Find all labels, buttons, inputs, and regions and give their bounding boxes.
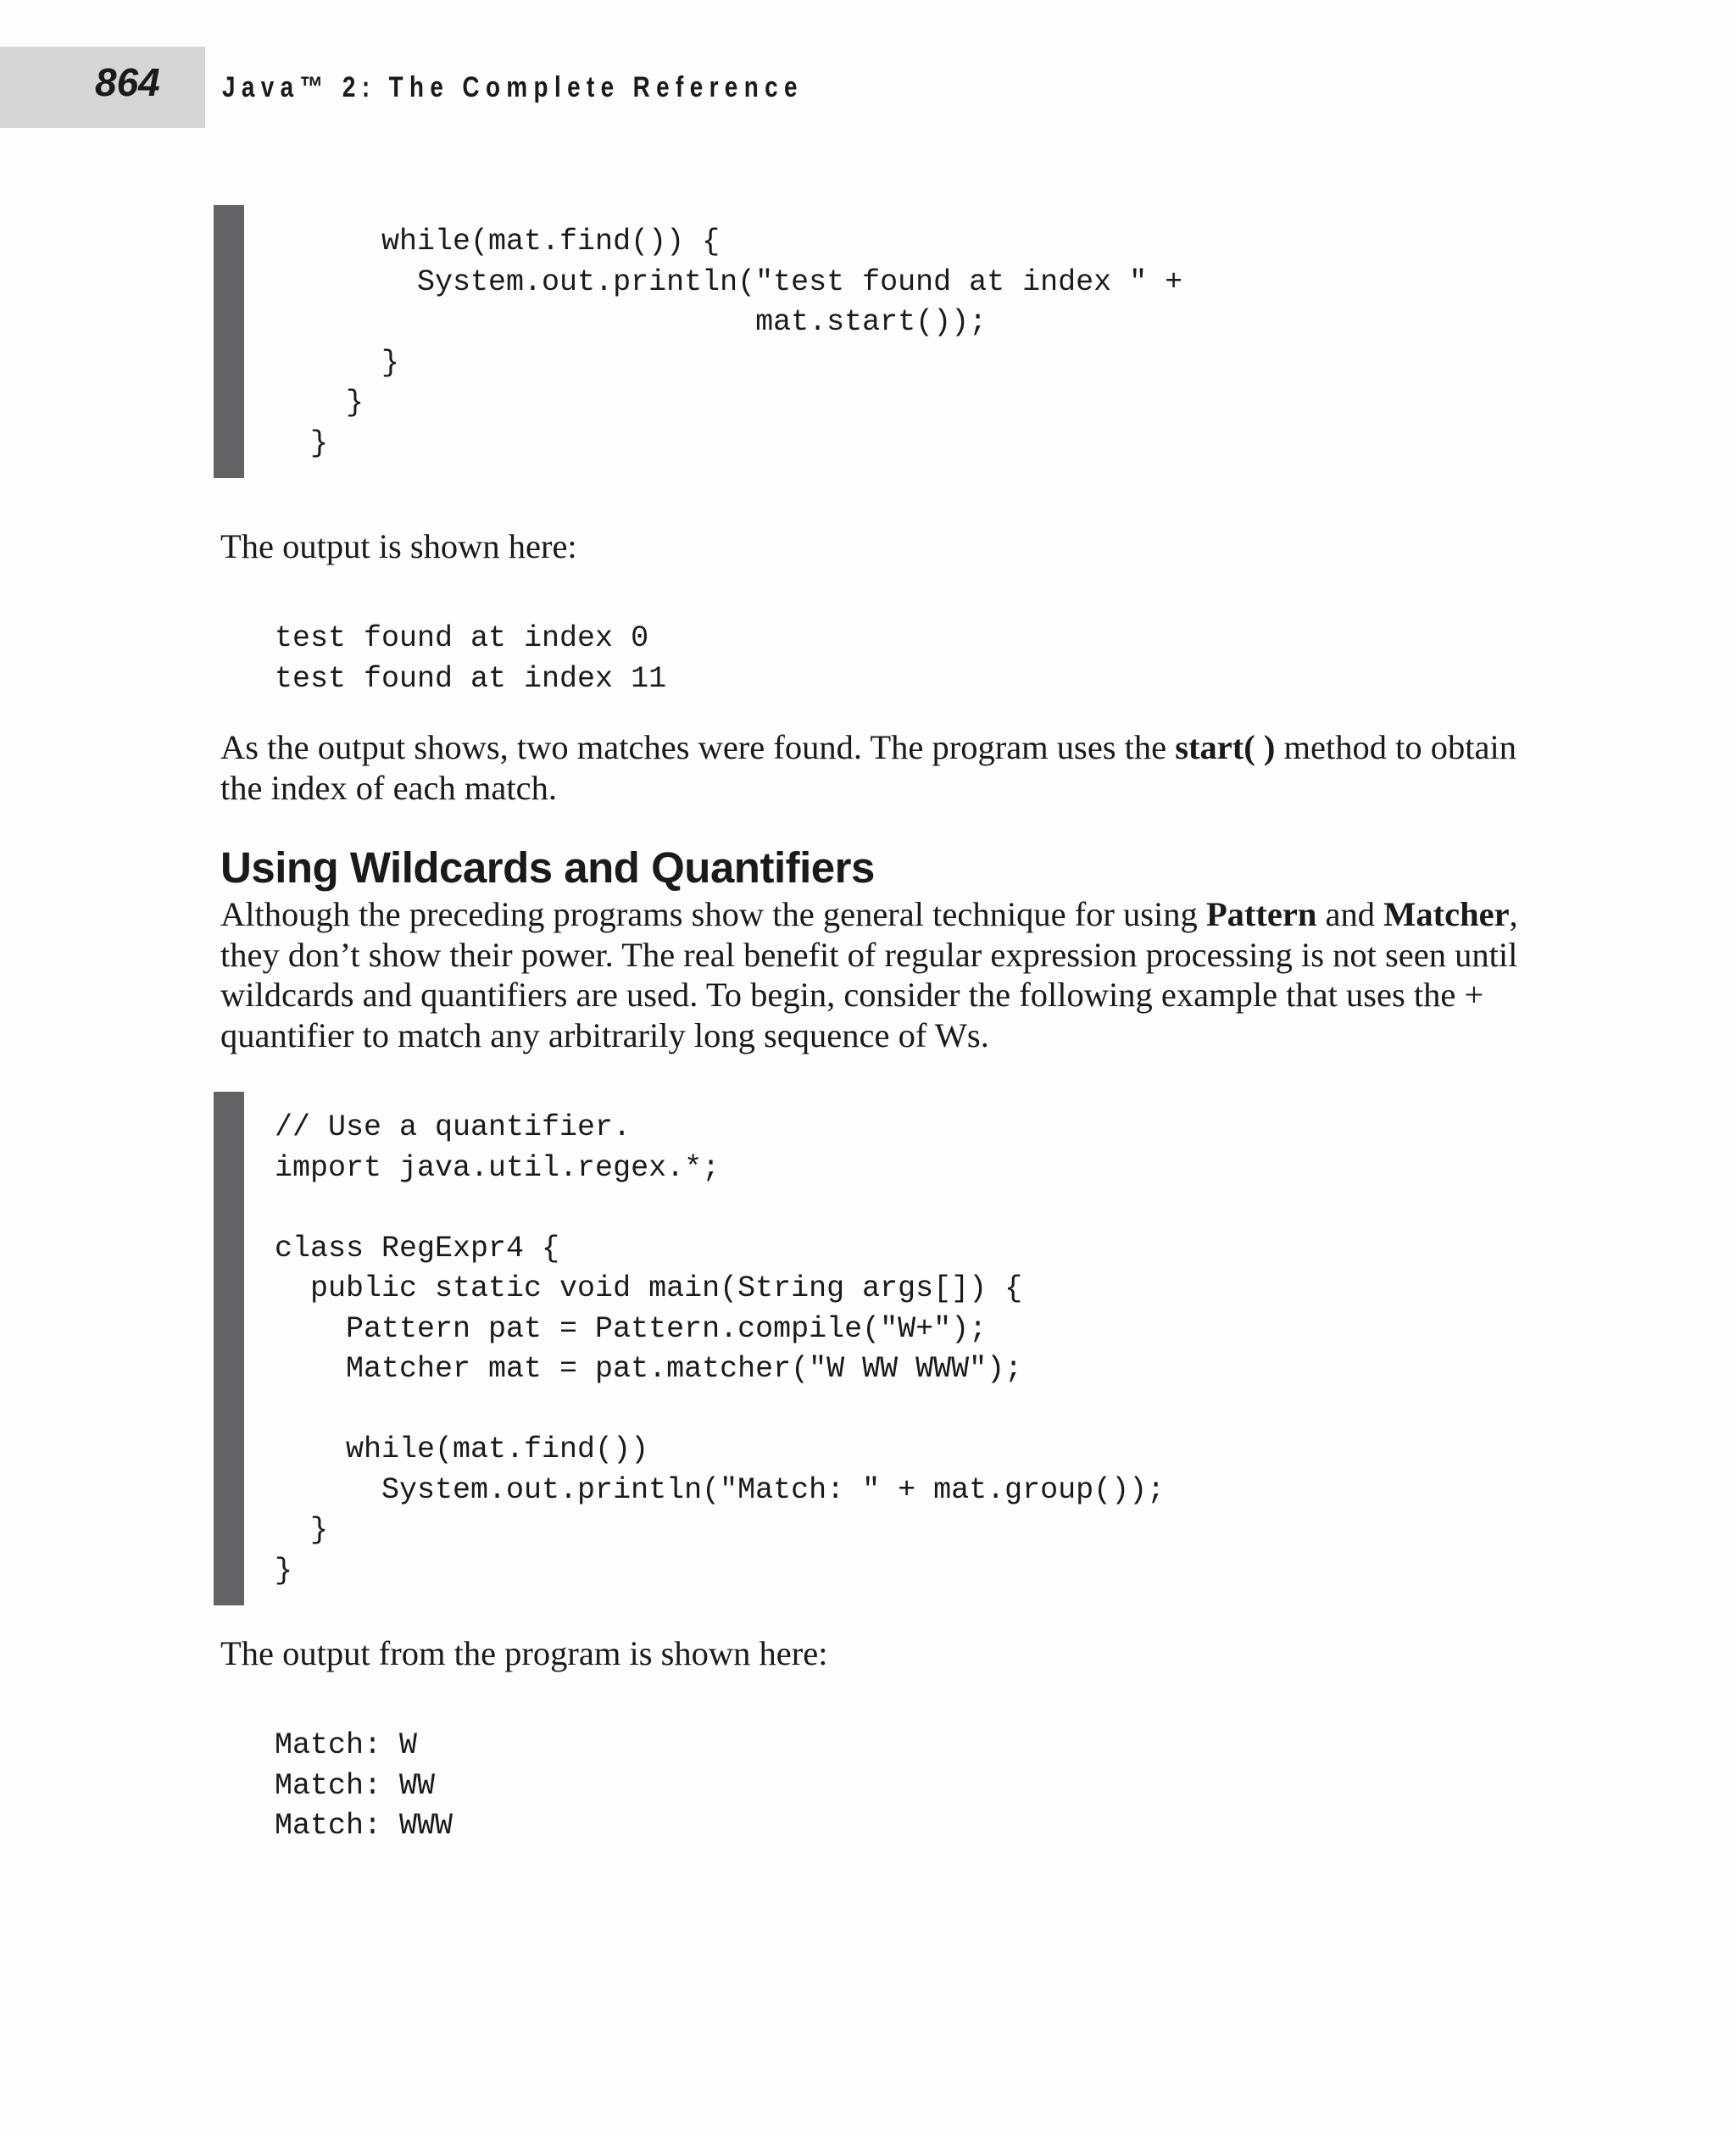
paragraph-matches — [220, 727, 1526, 808]
start-method-term: start( ) — [1175, 728, 1276, 766]
output-intro-2: The output from the program is shown here: — [220, 1634, 828, 1672]
paragraph-matches-text-1: As the output shows, two matches were found. The program uses the — [220, 728, 1176, 766]
section-heading: Using Wildcards and Quantifiers — [220, 843, 875, 892]
pattern-term: Pattern — [1205, 895, 1317, 933]
running-head: Java™ 2: The Complete Reference — [222, 71, 804, 103]
paragraph-wildcards-text-2: and — [1316, 895, 1384, 933]
matcher-term: Matcher — [1383, 895, 1510, 933]
code-block-2: // Use a quantifier. import java.util.regex.*; class RegExpr4 { public static void main(String args[]) { Pattern pat = Pattern.compile("W+"); Matcher mat = pat.matcher("W WW WWW"); while(mat.find()) System.out.println("Match: " + mat.group()); } } — [275, 1110, 1166, 1588]
page-number: 864 — [95, 60, 160, 104]
output-intro-1: The output is shown here: — [220, 527, 577, 565]
output-block-1: test found at index 0 test found at index 11 — [275, 621, 667, 696]
paragraph-wildcards — [220, 894, 1526, 1055]
paragraph-wildcards-text-1: Although the preceding programs show the general technique for using — [220, 895, 1206, 933]
code-block-1-bar — [214, 205, 244, 478]
code-block-1: while(mat.find()) { System.out.println("test found at index " + mat.start()); } } } — [310, 225, 1183, 460]
paragraph-matches-text-2: method to obtain the index of each match. — [220, 728, 1516, 807]
code-block-2-bar — [214, 1092, 244, 1605]
paragraph-wildcards-text-3: , they don’t show their power. The real benefit of regular expression processing is not seen until wildcards and quantifiers are used. To begin, consider the following example that uses the + quantifier to match any arbitrarily long sequence of Ws. — [220, 895, 1518, 1054]
output-block-2: Match: W Match: WW Match: WWW — [275, 1728, 453, 1843]
